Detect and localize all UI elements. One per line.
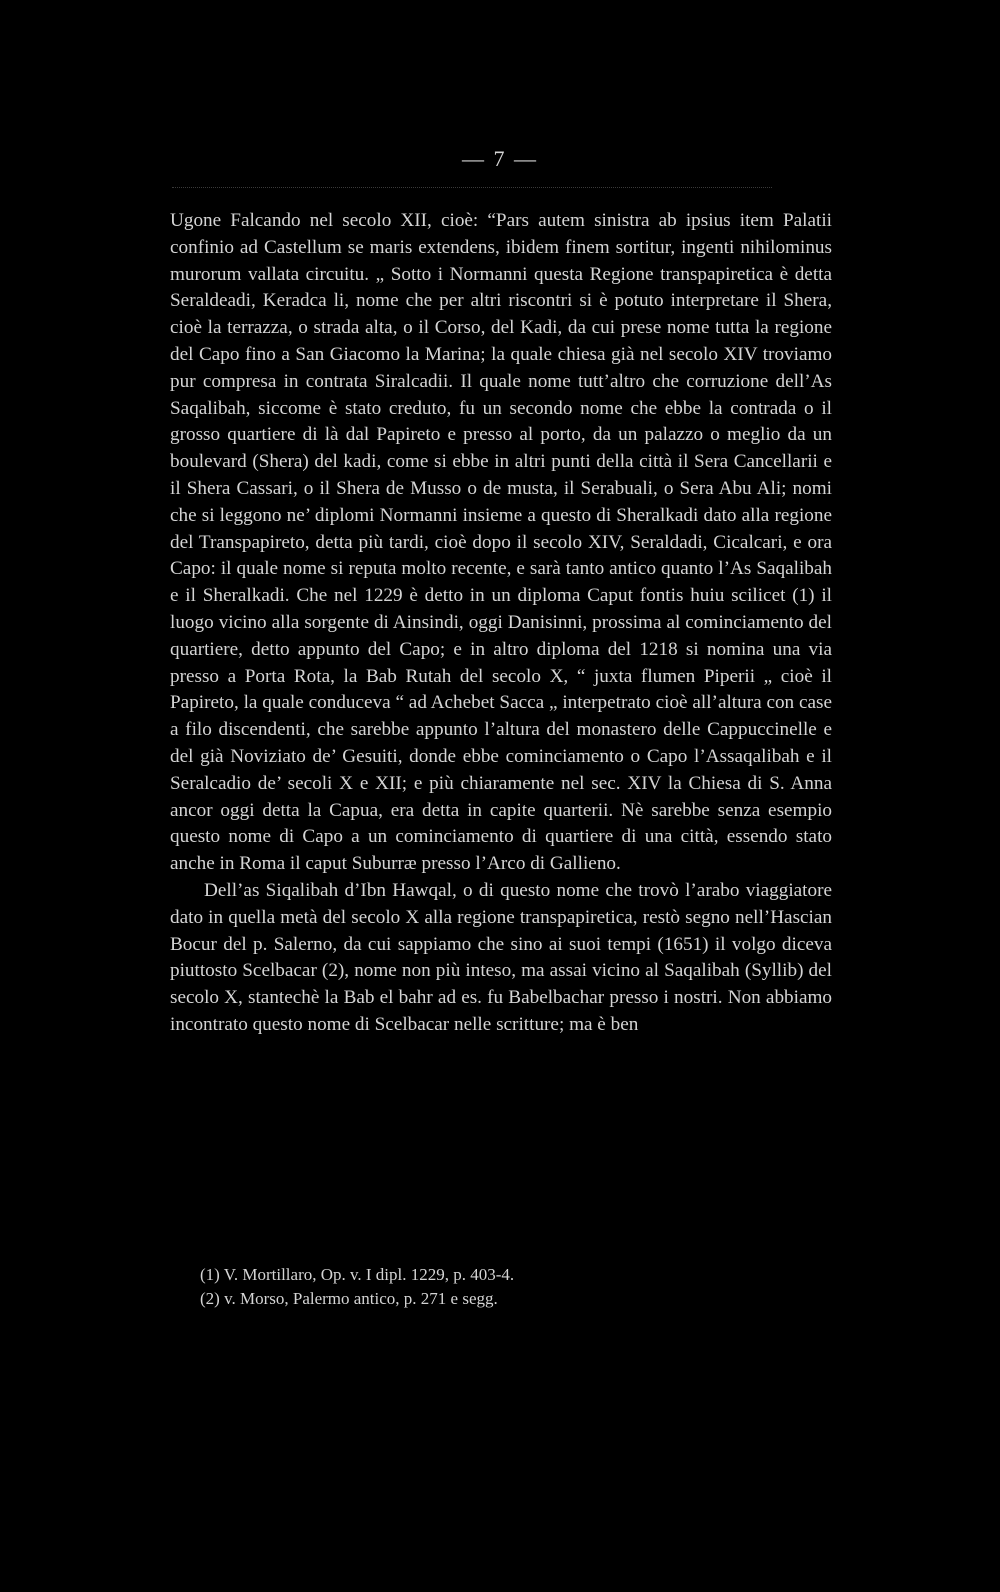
paragraph-1: Ugone Falcando nel secolo XII, cioè: “Pars autem sinistra ab ipsius item Palatii confinio ad Castellum se maris extendens, ibidem finem sortitur, ingenti nihilominus murorum vallata circuitu. „ Sotto i Normanni questa Regione transpapiretica è detta Seraldeadi, Keradca li, nome che per altri riscontri si è potuto interpretare il Shera, cioè la terrazza, o strada alta, o il Corso, del Kadi, da cui prese nome tutta la regione del Capo fino a San Giacomo la Marina; la quale chiesa già nel secolo XIV troviamo pur compresa in contrata Siralcadii. Il quale nome tutt’altro che corruzione dell’As Saqalibah, siccome è stato creduto, fu un secondo nome che ebbe la contrada o il grosso quartiere di là dal Papireto e presso al porto, da un palazzo o meglio da un boulevard (Shera) del kadi, come si ebbe in altri punti della città il Sera Cancellarii e il Shera Cassari, o il Shera de Musso o de musta, il Serabuali, o Sera Abu Ali; nomi che si leggono ne’ diplomi Normanni insieme a questo di Sheralkadi dato alla regione del Transpapireto, detta più tardi, cioè dopo il secolo XIV, Seraldadi, Cicalcari, e ora Capo: il quale nome si reputa molto recente, e sarà tanto antico quanto l’As Saqalibah e il Sheralkadi. Che nel 1229 è detto in un diploma Caput fontis huiu scilicet (1) il luogo vicino alla sorgente di Ainsindi, oggi Danisinni, prossima al cominciamento del quartiere, detto appunto del Capo; e in altro diploma del 1218 si nomina una via presso a Porta Rota, la Bab Rutah del secolo X, “ juxta flumen Piperii „ cioè il Papireto, la quale conduceva “ ad Achebet Sacca „ interpetrato cioè all’altura con case a filo discendenti, che sarebbe appunto l’altura del monastero delle Cappuccinelle e del già Noviziato de’ Gesuiti, donde ebbe cominciamento o Capo l’Assaqalibah e il Seralcadio de’ secoli X e XII; e più chiaramente nel sec. XIV la Chiesa di S. Anna ancor oggi detta la Capua, era detta in capite quarterii. Nè sarebbe senza esempio questo nome di Capo a un cominciamento di quartiere di una città, essendo stato anche in Roma il caput Suburræ presso l’Arco di Gallieno.: [170, 210, 832, 875]
footnotes: [200, 1263, 760, 1311]
header-rule: [172, 187, 772, 188]
body-text: [170, 208, 832, 1039]
page-number: — 7 —: [462, 146, 538, 171]
footnote-1: (1) V. Mortillaro, Op. v. I dipl. 1229, p. 403-4.: [200, 1265, 515, 1284]
paragraph-2: Dell’as Siqalibah d’Ibn Hawqal, o di questo nome che trovò l’arabo viaggiatore dato in quella metà del secolo X alla regione transpapiretica, restò segno nell’Hascian Bocur del p. Salerno, da cui sappiamo che sino ai suoi tempi (1651) il volgo diceva piuttosto Scelbacar (2), nome non più inteso, ma assai vicino al Saqalibah (Syllib) del secolo X, stantechè la Bab el bahr ad es. fu Babelbachar presso i nostri. Non abbiamo incontrato questo nome di Scelbacar nelle scritture; ma è ben: [170, 879, 832, 1035]
footnote-2: (2) v. Morso, Palermo antico, p. 271 e segg.: [200, 1289, 498, 1308]
